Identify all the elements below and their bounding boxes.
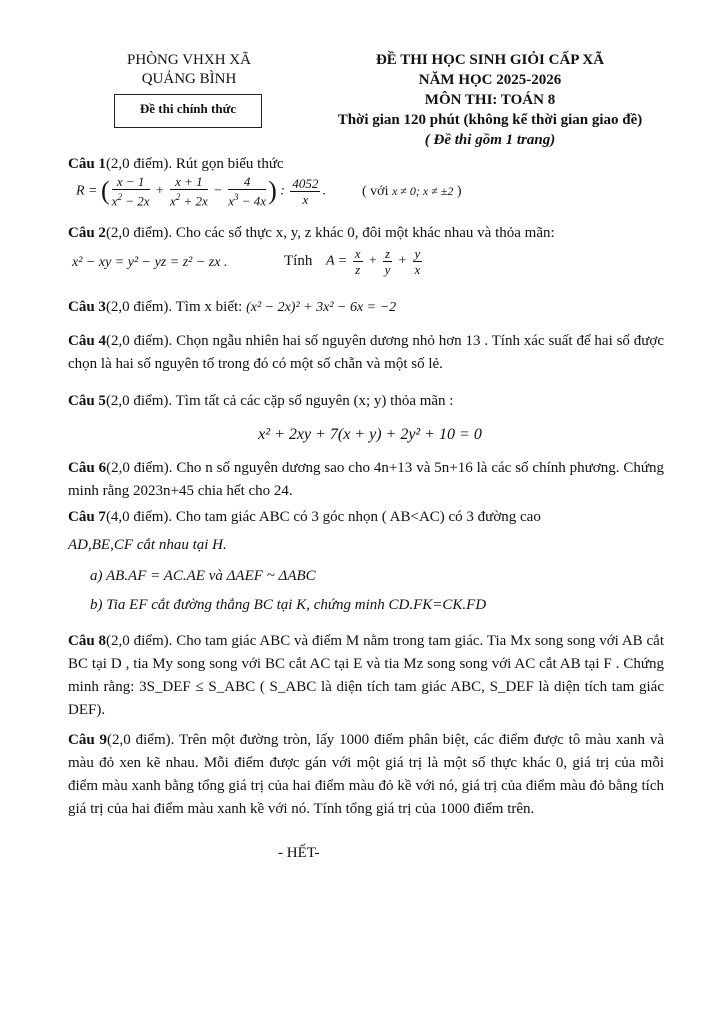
question-6: Câu 6(2,0 điểm). Cho n số nguyên dương sao cho 4n+13 và 5n+16 là các số chính phương. Chứng minh rằng 2023n+45 chia hết cho 24.: [68, 460, 664, 499]
question-5-equation: x² + 2xy + 7(x + y) + 2y² + 10 = 0: [258, 426, 482, 443]
question-5-label: Câu 5: [68, 393, 106, 409]
question-9-label: Câu 9: [68, 732, 108, 748]
question-2-equation: x² − xy = y² − yz = z² − zx .: [72, 255, 228, 270]
question-1-label: Câu 1: [68, 156, 106, 172]
question-7: Câu 7(4,0 điểm). Cho tam giác ABC có 3 góc nhọn ( AB<AC) có 3 đường cao: [68, 509, 541, 525]
question-5: Câu 5(2,0 điểm). Tìm tất cả các cặp số nguyên (x; y) thỏa mãn :: [68, 393, 454, 409]
question-9: Câu 9(2,0 điểm). Trên một đường tròn, lấy 1000 điểm phân biệt, các điểm được tô màu xanh và màu đỏ xen kẽ nhau. Mỗi điểm được gán với một giá trị là một số thực khác 0, giá trị của mỗi điểm màu xanh bằng tổng giá trị của hai điểm màu đỏ kề với nó, giá trị của điểm màu đỏ bằng tích giá trị của hai điểm màu xanh kề với nó. Tính tổng giá trị của 1000 điểm trên.: [68, 732, 664, 817]
subject: MÔN THI: TOÁN 8: [424, 92, 556, 108]
time-limit: Thời gian 120 phút (không kể thời gian giao đề): [337, 112, 643, 128]
question-7-part-b: b) Tia EF cắt đường thẳng BC tại K, chứng minh CD.FK=CK.FD: [90, 597, 487, 613]
official-badge: Đề thi chính thức: [139, 101, 237, 116]
question-2: Câu 2(2,0 điểm). Cho các số thực x, y, z khác 0, đôi một khác nhau và thỏa mãn:: [68, 225, 555, 241]
department-name: PHÒNG VHXH XÃ: [127, 52, 251, 68]
question-4-label: Câu 4: [68, 333, 107, 349]
question-8-label: Câu 8: [68, 633, 107, 649]
question-1-condition: ( với x ≠ 0; x ≠ ±2 ): [362, 184, 462, 199]
question-3-equation: (x² − 2x)² + 3x² − 6x = −2: [246, 300, 397, 315]
question-3-label: Câu 3: [68, 299, 106, 315]
question-2-tinh: Tính: [284, 253, 313, 269]
page-count: ( Đề thi gồm 1 trang): [424, 132, 556, 148]
question-8: Câu 8(2,0 điểm). Cho tam giác ABC và điểm M nằm trong tam giác. Tia Mx song song với AB cắt BC tại D , tia My song song với BC cắt AC tại E và tia Mz song song với AC cắt AB tại F . Chứng minh rằng: 3S_DEF ≤ S_ABC ( S_ABC là diện tích tam giác ABC, S_DEF là diện tích tam giác DEF).: [68, 633, 664, 718]
question-2-label: Câu 2: [68, 225, 106, 241]
question-2-expression: A = $\frac{x}{z}$ + $\frac{z}{y}$ + $\frac{y}{x}$: [326, 246, 421, 277]
question-1-formula: R = ( $\frac{x - 1}{x^2 - 2x}$ + $\frac{x + 1}{x^2 + 2x}$ − $\frac{4}{x^3 - 4x}$ ) : $\frac{4052}{x}$ .: [76, 174, 326, 209]
question-6-label: Câu 6: [68, 460, 107, 476]
commune-name: QUẢNG BÌNH: [141, 71, 237, 87]
school-year: NĂM HỌC 2025-2026: [418, 72, 562, 88]
exam-title: ĐỀ THI HỌC SINH GIỎI CẤP XÃ: [375, 52, 605, 68]
question-7-line2: AD,BE,CF cắt nhau tại H.: [68, 537, 227, 553]
question-7-label: Câu 7: [68, 509, 106, 525]
question-1: Câu 1(2,0 điểm). Rút gọn biểu thức: [68, 156, 284, 172]
question-7-part-a: a) AB.AF = AC.AE và ΔAEF ~ ΔABC: [90, 568, 316, 584]
question-4: Câu 4(2,0 điểm). Chọn ngẫu nhiên hai số nguyên dương nhỏ hơn 13 . Tính xác suất để hai số được chọn là hai số nguyên tố trong đó có một số chẵn và một số lẻ.: [68, 333, 664, 372]
question-3: Câu 3(2,0 điểm). Tìm x biết: (x² − 2x)² + 3x² − 6x = −2: [68, 299, 397, 315]
end-marker: - HẾT-: [278, 845, 320, 861]
